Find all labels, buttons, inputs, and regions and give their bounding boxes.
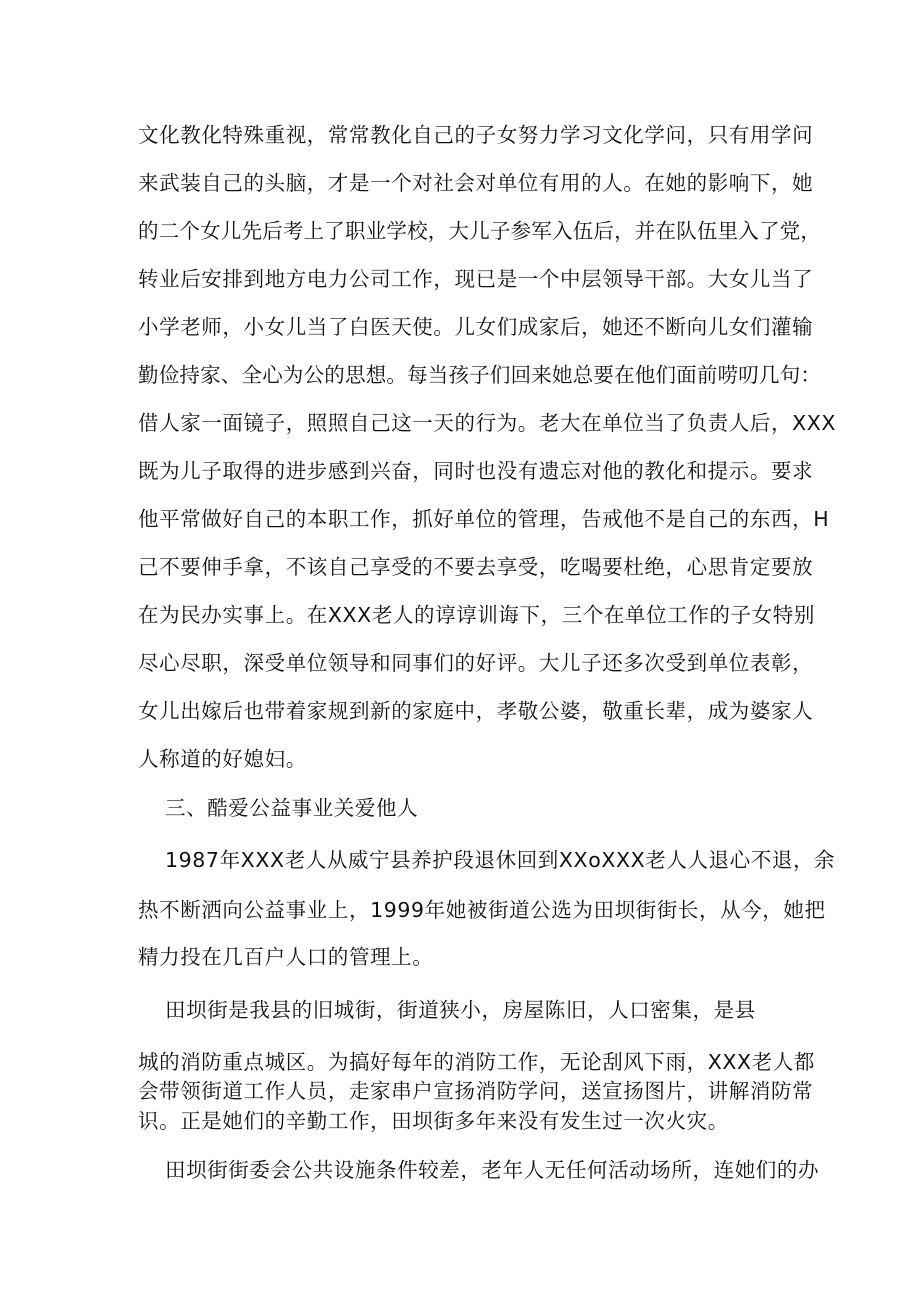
body-text-line: 会带领街道工作人员，走家串户宣扬消防学问，送宣扬图片，讲解消防常 bbox=[138, 1079, 814, 1103]
body-text-line: 借人家一面镜子，照照自己这一天的行为。老大在单位当了负责人后，XXX bbox=[138, 411, 837, 435]
body-text-line: 田坝街街委会公共设施条件较差，老年人无任何活动场所，连她们的办 bbox=[165, 1158, 820, 1182]
body-text-line: 己不要伸手拿，不该自己享受的不要去享受，吃喝要杜绝，心思肯定要放 bbox=[138, 555, 814, 579]
body-text-line: 勤俭持家、全心为公的思想。每当孩子们回来她总要在他们面前唠叨几句： bbox=[138, 363, 822, 387]
body-text-line: 识。正是她们的辛勤工作，田坝街多年来没有发生过一次火灾。 bbox=[138, 1109, 729, 1133]
body-text-line: 尽心尽职，深受单位领导和同事们的好评。大儿子还多次受到单位表彰， bbox=[138, 651, 814, 675]
body-text-line: 1987年XXX老人从威宁县养护段退休回到XXoXXX老人人退心不退，余 bbox=[165, 848, 836, 872]
body-text-line: 小学老师，小女儿当了白医天使。儿女们成家后，她还不断向儿女们灌输 bbox=[138, 315, 814, 339]
body-text-line: 来武装自己的头脑，才是一个对社会对单位有用的人。在她的影响下，她 bbox=[138, 171, 814, 195]
body-text-line: 田坝街是我县的旧城街，街道狭小，房屋陈旧，人口密集，是县 bbox=[165, 998, 756, 1022]
section-heading: 三、酷爱公益事业关爱他人 bbox=[165, 796, 419, 820]
body-text-line: 文化教化特殊重视，常常教化自己的子女努力学习文化学问，只有用学问 bbox=[138, 123, 814, 147]
body-text-line: 他平常做好自己的本职工作，抓好单位的管理，告戒他不是自己的东西，H bbox=[138, 507, 830, 531]
body-text-line: 的二个女儿先后考上了职业学校，大儿子参军入伍后，并在队伍里入了党， bbox=[138, 219, 822, 243]
body-text-line: 既为儿子取得的进步感到兴奋，同时也没有遗忘对他的教化和提示。要求 bbox=[138, 459, 814, 483]
body-text-line: 转业后安排到地方电力公司工作，现已是一个中层领导干部。大女儿当了 bbox=[138, 267, 814, 291]
body-text-line: 城的消防重点城区。为搞好每年的消防工作，无论刮风下雨，XXX老人都 bbox=[138, 1050, 815, 1074]
body-text-line: 人称道的好媳妇。 bbox=[138, 747, 307, 771]
body-text-line: 女儿出嫁后也带着家规到新的家庭中，孝敬公婆，敬重长辈，成为婆家人 bbox=[138, 699, 814, 723]
body-text-line: 精力投在几百户人口的管理上。 bbox=[138, 945, 434, 969]
body-text-line: 在为民办实事上。在XXX老人的谆谆训诲下，三个在单位工作的子女特别 bbox=[138, 603, 815, 627]
body-text-line: 热不断洒向公益事业上，1999年她被街道公选为田坝街街长，从今，她把 bbox=[138, 898, 826, 922]
